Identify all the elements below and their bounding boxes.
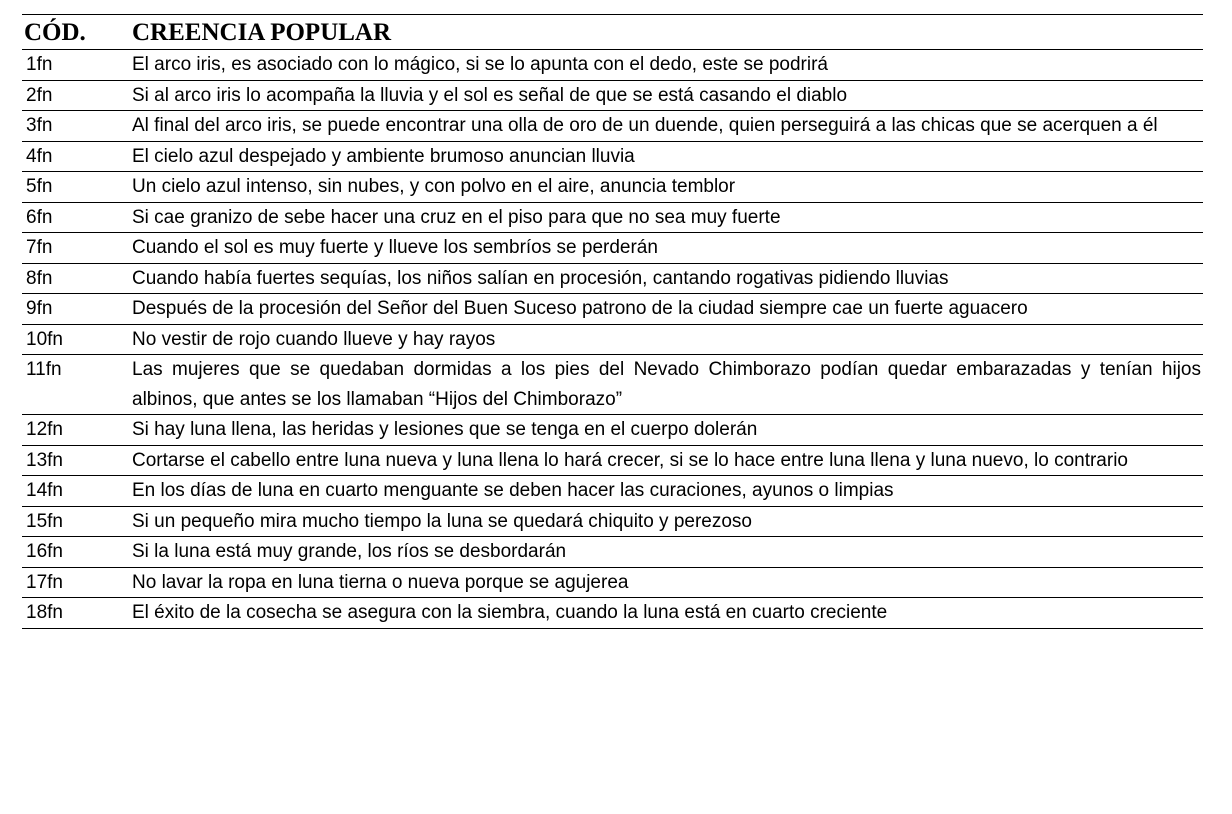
table-row [22, 567, 1203, 598]
table-row [22, 537, 1203, 568]
table-row [22, 50, 1203, 81]
row-belief-text: Cuando el sol es muy fuerte y llueve los sembríos se perderán [132, 237, 658, 258]
row-belief-text: Las mujeres que se quedaban dormidas a los pies del Nevado Chimborazo podían quedar embarazadas y tenían hijos albinos, que antes se los llamaban “Hijos del Chimborazo” [132, 359, 1201, 410]
column-header-code: CÓD. [24, 19, 86, 46]
row-code: 12fn [26, 419, 63, 440]
row-belief-text: Después de la procesión del Señor del Buen Suceso patrono de la ciudad siempre cae un fuerte aguacero [132, 298, 1028, 319]
row-belief-text: Al final del arco iris, se puede encontrar una olla de oro de un duende, quien perseguirá a las chicas que se acerquen a él [132, 115, 1158, 136]
table-header-row [22, 15, 1203, 50]
row-code: 1fn [26, 54, 53, 75]
row-code: 16fn [26, 541, 63, 562]
row-belief-text: Si hay luna llena, las heridas y lesiones que se tenga en el cuerpo dolerán [132, 419, 758, 440]
row-belief-text: El cielo azul despejado y ambiente brumoso anuncian lluvia [132, 145, 635, 167]
row-belief-text: Si un pequeño mira mucho tiempo la luna se quedará chiquito y perezoso [132, 510, 752, 532]
row-belief-text: Si al arco iris lo acompaña la lluvia y el sol es señal de que se está casando el diablo [132, 84, 848, 106]
row-code: 5fn [26, 176, 53, 197]
row-code: 15fn [26, 510, 63, 532]
row-belief-text: El arco iris, es asociado con lo mágico, si se lo apunta con el dedo, este se podrirá [132, 54, 828, 75]
table-row [22, 355, 1203, 415]
table-row [22, 233, 1203, 264]
row-code: 10fn [26, 328, 63, 350]
row-belief-text: No lavar la ropa en luna tierna o nueva porque se agujerea [132, 571, 629, 593]
table-row [22, 476, 1203, 507]
row-code: 4fn [26, 145, 53, 167]
table-row [22, 202, 1203, 233]
row-belief-text: Cuando había fuertes sequías, los niños salían en procesión, cantando rogativas pidiendo lluvias [132, 267, 949, 289]
row-code: 6fn [26, 206, 53, 228]
row-code: 8fn [26, 267, 53, 289]
table-row [22, 324, 1203, 355]
row-code: 18fn [26, 602, 63, 623]
table-row [22, 506, 1203, 537]
row-belief-text: Si la luna está muy grande, los ríos se desbordarán [132, 541, 567, 562]
row-belief-text: El éxito de la cosecha se asegura con la siembra, cuando la luna está en cuarto creciente [132, 602, 888, 623]
row-code: 3fn [26, 115, 53, 136]
row-code: 14fn [26, 480, 63, 501]
row-belief-text: Si cae granizo de sebe hacer una cruz en el piso para que no sea muy fuerte [132, 206, 781, 228]
row-code: 13fn [26, 449, 63, 471]
table-body [22, 50, 1203, 629]
column-header-belief: CREENCIA POPULAR [132, 19, 392, 46]
row-belief-text: No vestir de rojo cuando llueve y hay rayos [132, 328, 496, 350]
table-row [22, 141, 1203, 172]
table-row [22, 294, 1203, 325]
table-row [22, 445, 1203, 476]
table-row [22, 263, 1203, 294]
table-row [22, 598, 1203, 629]
row-code: 11fn [26, 359, 62, 380]
row-code: 2fn [26, 84, 53, 106]
row-code: 17fn [26, 571, 63, 593]
table-row [22, 80, 1203, 111]
beliefs-table [22, 14, 1203, 629]
row-belief-text: Un cielo azul intenso, sin nubes, y con polvo en el aire, anuncia temblor [132, 176, 736, 197]
row-code: 9fn [26, 298, 53, 319]
row-belief-text: Cortarse el cabello entre luna nueva y luna llena lo hará crecer, si se lo hace entre luna llena y luna nuevo, lo contrario [132, 449, 1128, 471]
row-code: 7fn [26, 237, 53, 258]
table-row [22, 111, 1203, 142]
table-row [22, 172, 1203, 203]
table-row [22, 415, 1203, 446]
row-belief-text: En los días de luna en cuarto menguante se deben hacer las curaciones, ayunos o limpias [132, 480, 894, 501]
